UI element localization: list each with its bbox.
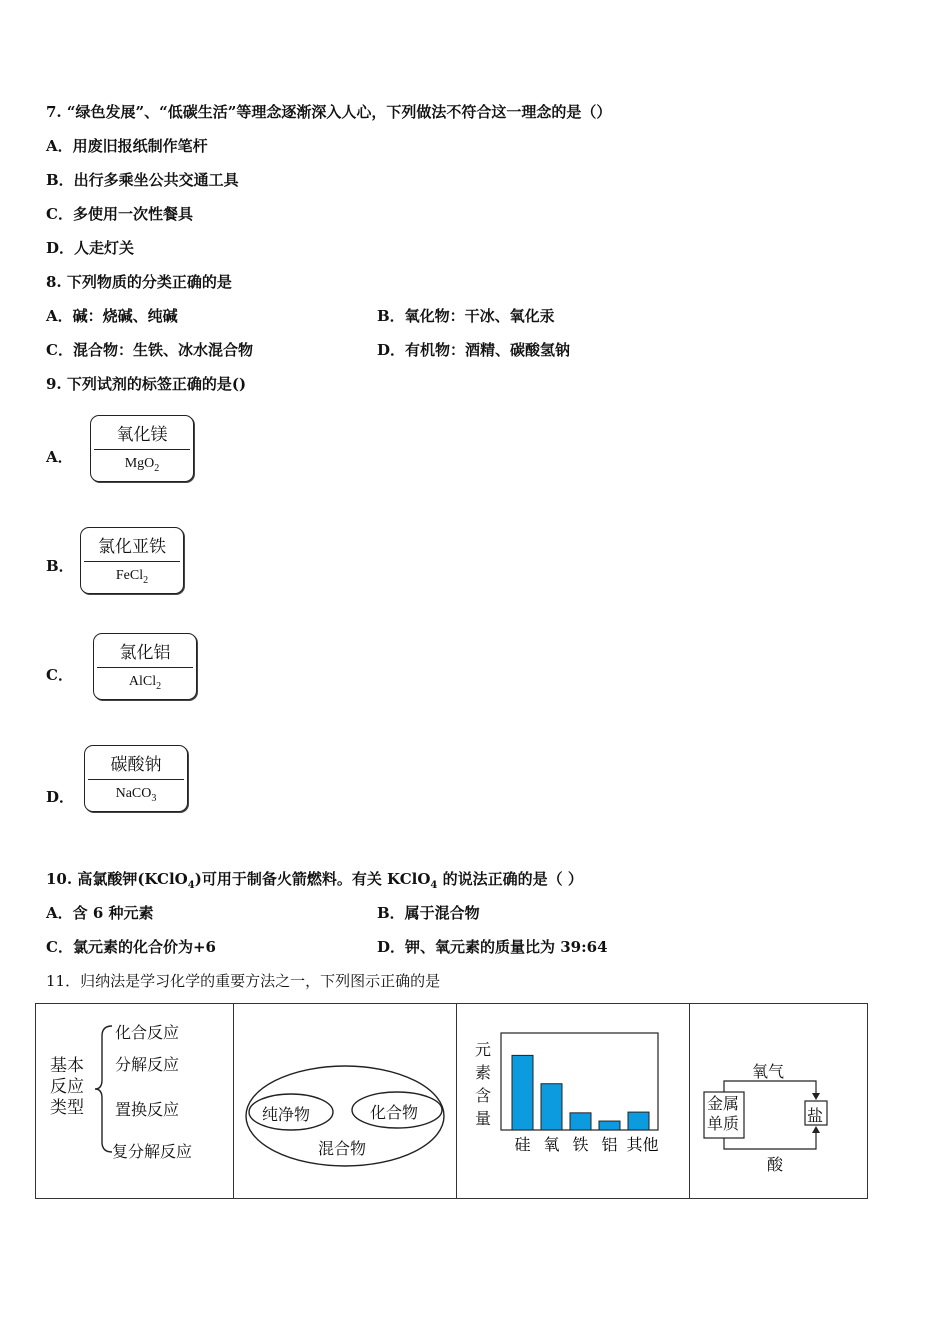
bottom-arrow bbox=[724, 1132, 816, 1149]
q11-panel-b[interactable] bbox=[233, 1003, 457, 1199]
q8-option-c[interactable]: C．混合物：生铁、冰水混合物 bbox=[46, 341, 253, 359]
x-tick-label: 铝 bbox=[601, 1135, 618, 1154]
q11-panel-d[interactable] bbox=[689, 1003, 868, 1199]
salt-label: 盐 bbox=[807, 1106, 824, 1125]
q7-option-c[interactable]: C．多使用一次性餐具 bbox=[46, 205, 193, 223]
bar-其他 bbox=[628, 1112, 649, 1130]
brace-icon bbox=[92, 1022, 116, 1157]
q9-option-d-letter[interactable]: D． bbox=[46, 788, 75, 806]
q11-panel-c[interactable] bbox=[456, 1003, 690, 1199]
compound-label: 化合物 bbox=[370, 1103, 419, 1122]
q8-option-d[interactable]: D．有机物：酒精、碳酸氢钠 bbox=[377, 341, 571, 359]
q9-option-b-letter[interactable]: B． bbox=[46, 557, 74, 575]
q8-option-b[interactable]: B．氧化物：干冰、氧化汞 bbox=[377, 307, 555, 325]
q10-stem: 10. 高氯酸钾(KClO$_4$)可用于制备火箭燃料。有关 KClO$_4$ 的说法正确的是（ ） bbox=[46, 870, 583, 891]
q11-panel-a[interactable] bbox=[35, 1003, 234, 1199]
reagent-formula: FeCl$_2$ bbox=[115, 568, 149, 586]
q10-option-c[interactable]: C．氯元素的化合价为+6 bbox=[46, 938, 216, 956]
label-divider bbox=[97, 667, 193, 668]
element-content-chart bbox=[457, 1004, 691, 1200]
q7-option-b[interactable]: B．出行多乘坐公共交通工具 bbox=[46, 171, 239, 189]
oxygen-label: 氧气 bbox=[752, 1062, 785, 1081]
reaction-type-item: 置换反应 bbox=[115, 1100, 180, 1119]
bar-铁 bbox=[570, 1113, 591, 1130]
mixture-label: 混合物 bbox=[318, 1139, 367, 1158]
reagent-name: 氧化镁 bbox=[116, 425, 168, 445]
q8-stem: 8. 下列物质的分类正确的是 bbox=[46, 273, 232, 291]
q9-option-a-label[interactable] bbox=[90, 415, 194, 482]
q10-option-d[interactable]: D．钾、氧元素的质量比为 39:64 bbox=[377, 938, 608, 956]
x-tick-label: 氧 bbox=[543, 1135, 560, 1154]
q9-option-a-letter[interactable]: A． bbox=[46, 448, 73, 466]
label-divider bbox=[94, 449, 190, 450]
reagent-formula: AlCl$_2$ bbox=[128, 674, 162, 692]
metal-label: 金属 单质 bbox=[707, 1094, 740, 1133]
x-tick-label: 硅 bbox=[514, 1135, 531, 1154]
bar-铝 bbox=[599, 1121, 620, 1130]
pure-substance-label: 纯净物 bbox=[262, 1105, 311, 1124]
q9-option-c-label[interactable] bbox=[93, 633, 197, 700]
label-divider bbox=[88, 779, 184, 780]
acid-label: 酸 bbox=[767, 1155, 784, 1174]
label-divider bbox=[84, 561, 180, 562]
reaction-type-item: 分解反应 bbox=[115, 1055, 180, 1074]
chart-ylabel: 元 素 含 量 bbox=[475, 1040, 492, 1128]
reagent-name: 氯化铝 bbox=[119, 643, 171, 663]
reaction-type-title: 基本 反应 类型 bbox=[50, 1056, 84, 1118]
x-tick-label: 铁 bbox=[572, 1135, 589, 1154]
bar-硅 bbox=[512, 1055, 533, 1130]
reagent-name: 氯化亚铁 bbox=[98, 537, 166, 557]
q9-option-c-letter[interactable]: C． bbox=[46, 666, 73, 684]
bar-氧 bbox=[541, 1084, 562, 1130]
q7-option-d[interactable]: D．人走灯关 bbox=[46, 239, 135, 257]
reaction-type-item: 化合反应 bbox=[115, 1023, 180, 1042]
reagent-name: 碳酸钠 bbox=[110, 755, 162, 775]
reagent-formula: MgO$_2$ bbox=[124, 456, 160, 474]
q9-option-d-label[interactable] bbox=[84, 745, 188, 812]
q9-option-b-label[interactable] bbox=[80, 527, 184, 594]
q10-option-b[interactable]: B．属于混合物 bbox=[377, 904, 480, 922]
q7-stem: 7. “绿色发展”、“低碳生活”等理念逐渐深入人心，下列做法不符合这一理念的是（） bbox=[46, 103, 612, 121]
reaction-type-item: 复分解反应 bbox=[112, 1142, 193, 1161]
q8-option-a[interactable]: A．碱：烧碱、纯碱 bbox=[46, 307, 178, 325]
q9-stem: 9. 下列试剂的标签正确的是() bbox=[46, 375, 247, 393]
q7-option-a[interactable]: A．用废旧报纸制作笔杆 bbox=[46, 137, 208, 155]
q11-stem: 11．归纳法是学习化学的重要方法之一，下列图示正确的是 bbox=[46, 972, 441, 990]
q10-option-a[interactable]: A．含 6 种元素 bbox=[46, 904, 154, 922]
reagent-formula: NaCO$_3$ bbox=[115, 786, 157, 804]
x-tick-label: 其他 bbox=[626, 1135, 659, 1154]
